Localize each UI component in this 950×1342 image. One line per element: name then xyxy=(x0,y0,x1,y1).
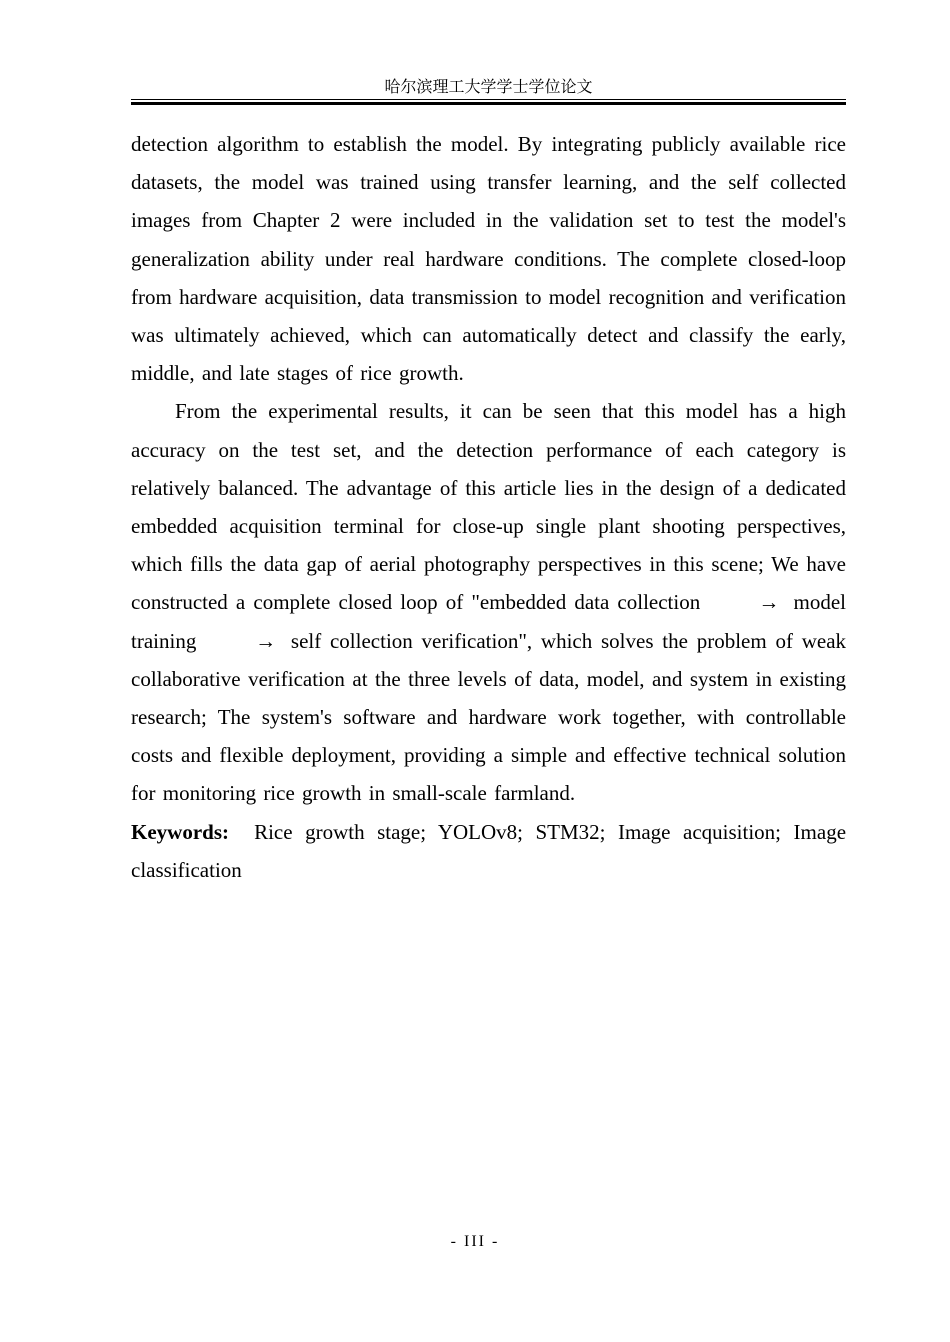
paragraph-2-part-2: model training xyxy=(131,590,847,653)
header-rule-thick xyxy=(131,102,846,105)
arrow-icon: → xyxy=(758,590,780,615)
keywords-text: Rice growth stage; YOLOv8; STM32; Image acquisition; Image classification xyxy=(131,819,847,882)
page-number: - III - xyxy=(450,1233,500,1250)
running-header: 哈尔滨理工大学学士学位论文 xyxy=(384,79,593,96)
header-rule-thin xyxy=(131,99,846,100)
keywords-label: Keywords: xyxy=(131,819,229,844)
paragraph-1: detection algorithm to establish the model. By integrating publicly available rice datasets, the model was trained using transfer learning, and the self collected images from Chapter 2 were included in the validation set to test the model's generalization ability under real hardware conditions. The complete closed-loop from hardware acquisition, data transmission to model recognition and verification was ultimately achieved, which can automatically detect and classify the early, middle, and late stages of rice growth. xyxy=(131,132,846,386)
paragraph-2 xyxy=(131,392,846,812)
paragraph-2-part-1: From the experimental results, it can be seen that this model has a high accuracy on the test set, and the detection performance of each category is relatively balanced. The advantage of this article lies in the design of a dedicated embedded acquisition terminal for close-up single plant shooting perspectives, which fills the data gap of aerial photography perspectives in this scene; We have constructed a complete closed loop of "embedded data collection xyxy=(131,399,846,615)
keywords-line xyxy=(131,813,846,889)
abstract-body xyxy=(131,125,846,889)
arrow-icon: → xyxy=(255,628,277,653)
paragraph-2-part-3: self collection verification", which solves the problem of weak collaborative verification at the three levels of data, model, and system in existing research; The system's software and hardware work together, with controllable costs and flexible deployment, providing a simple and effective technical solution for monitoring rice growth in small-scale farmland. xyxy=(131,628,847,806)
